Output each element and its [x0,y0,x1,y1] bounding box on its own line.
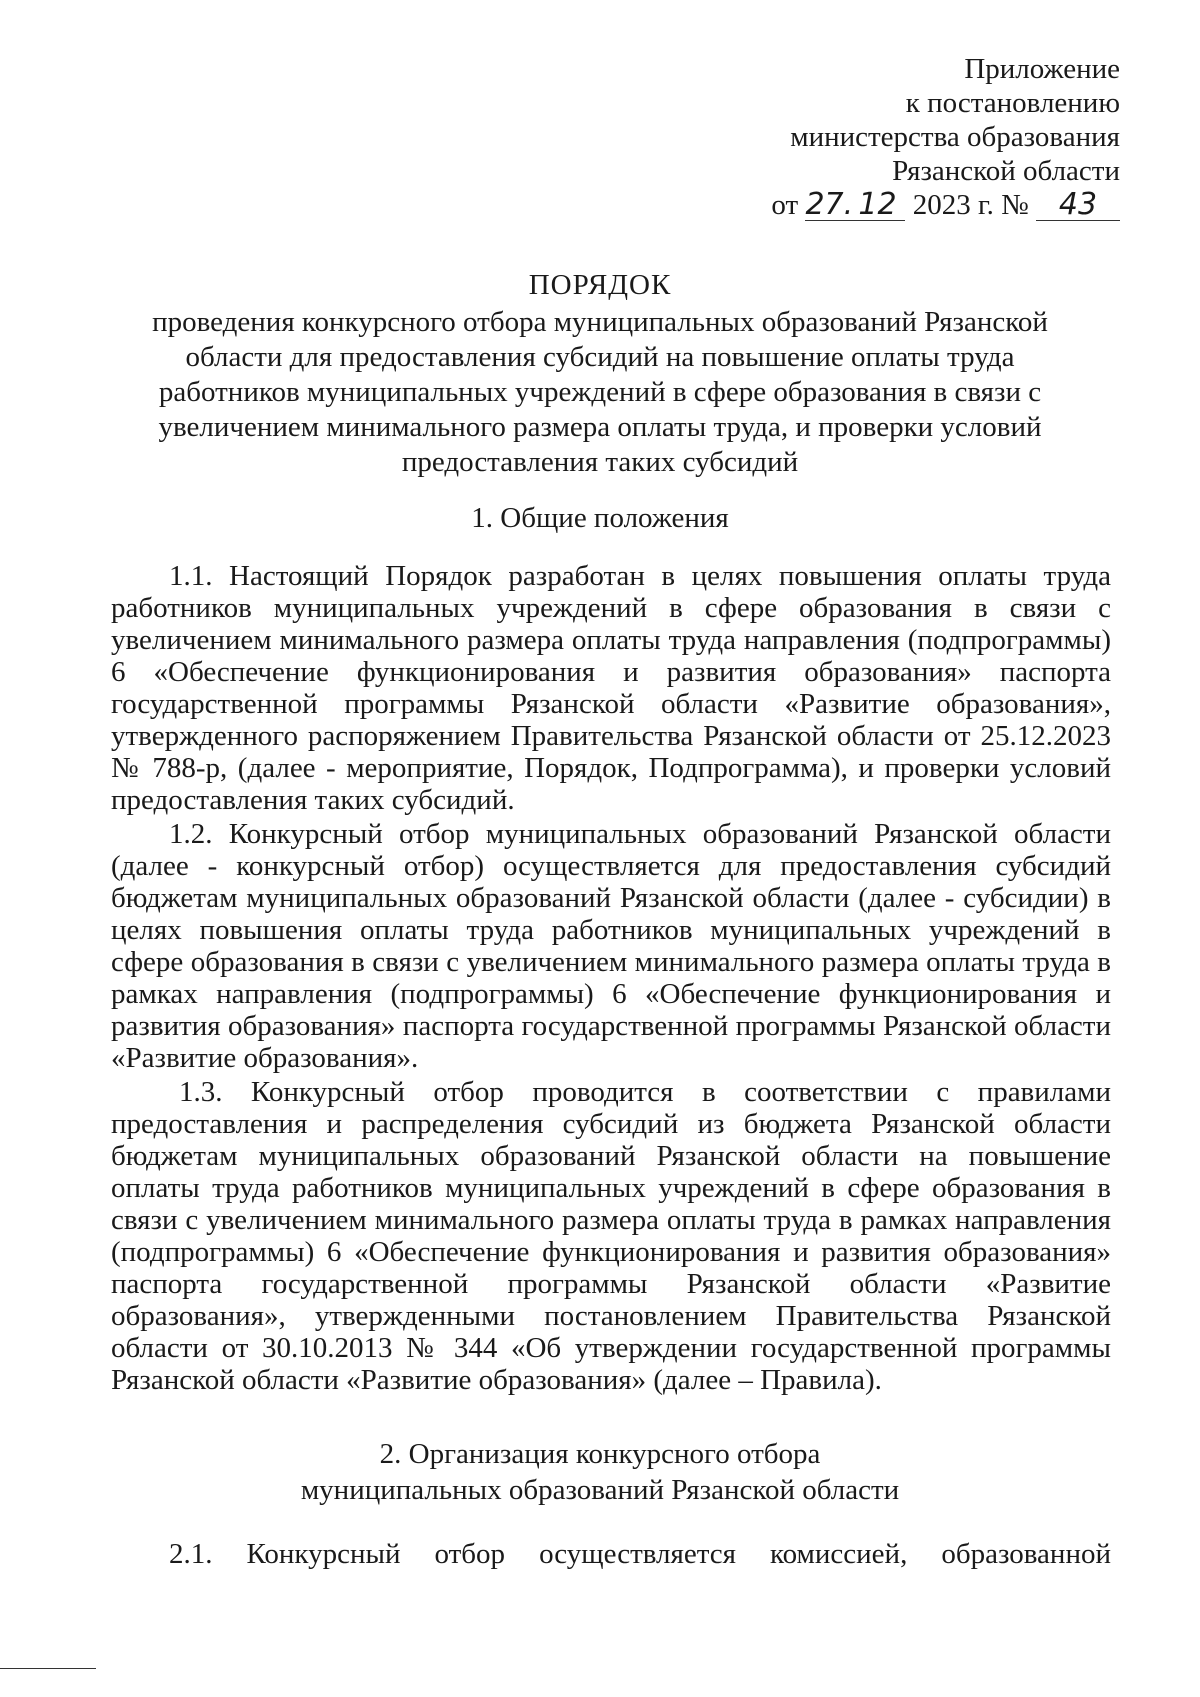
paragraph-1-2: 1.2. Конкурсный отбор муниципальных образований Рязанской области (далее - конкурсный отбор) осуществляется для предоставления субсидий бюджетам муниципальных образований Рязанской области (далее - субсидии) в целях повышения оплаты труда работников муниципальных учреждений в сфере образования в связи с увеличением минимального размера оплаты труда в рамках направления (подпрограммы) 6 «Обеспечение функционирования и развития образования» паспорта государственной программы Рязанской области «Развитие образования». [111,818,1111,1074]
section-1-heading-text: 1. Общие положения [471,502,729,534]
appendix-line-3: министерства образования [790,121,1120,153]
section-1-heading [120,500,1080,536]
section-2-heading-line-2: муниципальных образований Рязанской области [300,1474,900,1506]
date-year: 2023 г. № [912,189,1029,221]
paragraph-2-1: 2.1. Конкурсный отбор осуществляется комиссией, образованной [169,1538,1111,1570]
document-title: ПОРЯДОК [528,269,672,301]
paragraph-1-3: 1.3. Конкурсный отбор проводится в соответствии с правилами предоставления и распределения субсидий из бюджета Рязанской области бюджетам муниципальных образований Рязанской области на повышение оплаты труда работников муниципальных учреждений в сфере образования в связи с увеличением минимального размера оплаты труда в рамках направления (подпрограммы) 6 «Обеспечение функционирования и развития образования» паспорта государственной программы Рязанской области «Развитие образования», утвержденными постановлением Правительства Рязанской области от 30.10.2013 № 344 «Об утверждении государственной программы Рязанской области «Развитие образования» (далее – Правила). [111,1076,1111,1396]
date-line [771,188,1120,222]
section-2-heading [120,1436,1080,1508]
section-2-heading-line-1: 2. Организация конкурсного отбора [379,1438,821,1470]
appendix-line-4: Рязанской области [892,155,1120,187]
handwritten-month: 12 [849,190,905,221]
appendix-line-2: к постановлению [905,87,1120,119]
date-prefix: от [771,189,799,221]
footnote-divider [0,1668,96,1669]
document-subtitle: проведения конкурсного отбора муниципальных образований Рязанской области для предоставления субсидий на повышение оплаты труда работников муниципальных учреждений в сфере образования в связи с увеличением минимального размера оплаты труда, и проверки условий предоставления таких субсидий [152,306,1048,478]
appendix-block [771,52,1120,222]
section-1-body [111,560,1111,1396]
paragraph-1-1: 1.1. Настоящий Порядок разработан в целях повышения оплаты труда работников муниципальных учреждений в сфере образования в связи с увеличением минимального размера оплаты труда направления (подпрограммы) 6 «Обеспечение функционирования и развития образования» паспорта государственной программы Рязанской области «Развитие образования», утвержденного распоряжением Правительства Рязанской области от 25.12.2023 № 788-р, (далее - мероприятие, Порядок, Подпрограмма), и проверки условий предоставления таких субсидий. [111,560,1111,816]
handwritten-day: 27. [805,187,854,222]
section-2-body [111,1538,1111,1570]
title-block [120,268,1080,480]
handwritten-doc-number: 43 [1036,190,1120,221]
appendix-line-1: Приложение [964,53,1120,85]
